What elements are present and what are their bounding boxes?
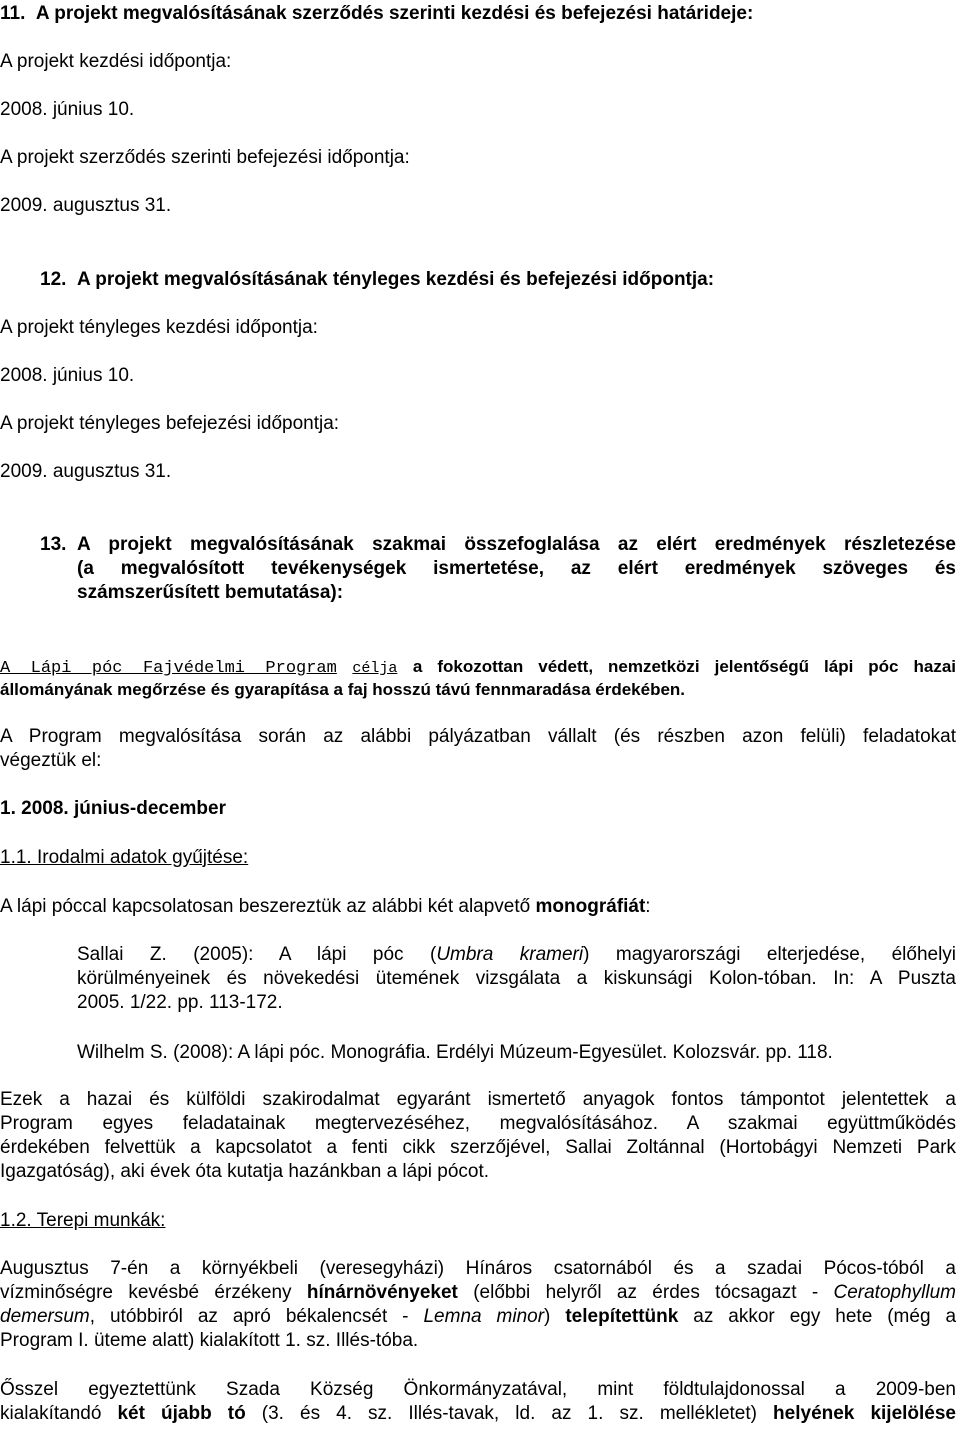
monograph-intro-text: A lápi póccal kapcsolatosan beszereztük az alábbi két alapvető — [0, 896, 531, 917]
para2-l3-text-b: , utóbbiról az apró békalencsét - — [89, 1306, 409, 1327]
para2-l3-species-c: Lemna minor — [423, 1306, 545, 1327]
section-13-number: 13. — [40, 534, 67, 555]
monograph-colon: : — [645, 896, 651, 917]
s12-end-label: A projekt tényleges befejezési időpontja: — [0, 413, 340, 434]
para2-l3-text-f: az akkor egy hete (még a — [693, 1306, 957, 1327]
monograph-word: monográfiát — [535, 896, 646, 917]
section-13-heading-text: A projekt megvalósításának szakmai összefoglalása az elért eredmények részletezése — [77, 534, 956, 555]
para1-line2: Program egyes feladatainak megtervezéséhez, megvalósításához. A szakmai együttműködés — [0, 1113, 956, 1134]
para2-l2-bold: hínárnövényeket — [306, 1282, 458, 1303]
section-11-heading: 11. A projekt megvalósításának szerződés szerinti kezdési és befejezési határideje: — [0, 3, 754, 24]
para2-l2-text-c: (előbbi helyről az érdes tócsagazt - — [473, 1282, 819, 1303]
section-12-heading: 12. A projekt megvalósításának tényleges kezdési és befejezési időpontja: — [40, 269, 715, 290]
phase-1-heading: 1. 2008. június-december — [0, 798, 226, 819]
program-goal-line2: állományának megőrzése és gyarapítása a faj hosszú távú fennmaradása érdekében. — [0, 680, 686, 699]
para2-l2-text-a: vízminőségre kevésbé érzékeny — [0, 1282, 292, 1303]
para1-line3: érdekében felvettük a kapcsolatot a fenti cikk szerzőjével, Sallai Zoltánnal (Hortobágyi Nemzeti Park — [0, 1137, 956, 1158]
reference-1-line1 — [77, 943, 956, 967]
para3-l2-text-c: (3. és 4. sz. Illés-tavak, ld. az 1. sz. mellékletet) — [261, 1403, 757, 1424]
para2-line4: Program I. üteme alatt) kialakított 1. sz. Illés-tóba. — [0, 1330, 419, 1351]
para2-line1: Augusztus 7-én a környékbeli (veresegyházi) Hínáros csatornából és a szadai Pócos-tóból a — [0, 1258, 956, 1279]
ref1-species: Umbra krameri — [436, 944, 584, 965]
reference-1-line2: körülményeinek és növekedési ütemének vizsgálata a kiskunsági Kolon-tóban. In: A Puszta — [77, 968, 956, 989]
para1-line4: Igazgatóság), aki évek óta kutatja hazánkban a lápi pócot. — [0, 1161, 490, 1182]
para2-l2-species: Ceratophyllum — [833, 1282, 956, 1303]
para3-l2-text-a: kialakítandó — [0, 1403, 102, 1424]
reference-1-line3: 2005. 1/22. pp. 113-172. — [77, 992, 283, 1013]
s12-end-date: 2009. augusztus 31. — [0, 461, 172, 482]
s12-start-date: 2008. június 10. — [0, 365, 135, 386]
section-13-heading-line3: számszerűsített bemutatása): — [77, 582, 344, 603]
para3-line1: Ősszel egyeztettünk Szada Község Önkormányzatával, mint földtulajdonossal a 2009-ben — [0, 1379, 956, 1400]
para2-line2 — [0, 1281, 956, 1305]
para2-l3-bold: telepítettünk — [565, 1306, 679, 1327]
subsection-1-2-heading: 1.2. Terepi munkák: — [0, 1210, 166, 1231]
s11-start-label: A projekt kezdési időpontja: — [0, 51, 232, 72]
para3-line2 — [0, 1402, 956, 1426]
program-intro-line2: végeztük el: — [0, 750, 102, 771]
section-13-heading-line2: (a megvalósított tevékenységek ismertetése, az elért eredmények szöveges és — [77, 558, 956, 579]
para2-line3 — [0, 1305, 956, 1329]
reference-2: Wilhelm S. (2008): A lápi póc. Monográfia. Erdélyi Múzeum-Egyesület. Kolozsvár. pp. 118. — [77, 1042, 833, 1063]
s11-end-label: A projekt szerződés szerinti befejezési időpontja: — [0, 147, 410, 168]
para2-l3-paren: ) — [544, 1306, 551, 1327]
para1-line1: Ezek a hazai és külföldi szakirodalmat egyaránt ismertető anyagok fontos támpontot jelentettek a — [0, 1089, 956, 1110]
para2-l3-species-a: demersum — [0, 1306, 90, 1327]
section-13-heading-line1 — [40, 533, 956, 557]
program-goal-word: célja — [352, 660, 398, 677]
monograph-intro — [0, 895, 956, 919]
program-intro-line1: A Program megvalósítása során az alábbi pályázatban vállalt (és részben azon felüli) feladatokat — [0, 726, 956, 747]
program-goal-text: a fokozottan védett, nemzetközi jelentőségű lápi póc hazai — [412, 657, 956, 676]
para3-l2-bold-b: két újabb tó — [117, 1403, 246, 1424]
para3-l2-bold-d: helyének kijelölése — [773, 1403, 956, 1424]
s12-start-label: A projekt tényleges kezdési időpontja: — [0, 317, 318, 338]
s11-start-date: 2008. június 10. — [0, 99, 135, 120]
subsection-1-1-heading: 1.1. Irodalmi adatok gyűjtése: — [0, 847, 249, 868]
program-name: A Lápi póc Fajvédelmi Program — [0, 659, 337, 678]
s11-end-date: 2009. augusztus 31. — [0, 195, 172, 216]
ref1-part-b: ) magyarországi elterjedése, élőhelyi — [583, 944, 957, 965]
ref1-part-a: Sallai Z. (2005): A lápi póc ( — [77, 944, 437, 965]
